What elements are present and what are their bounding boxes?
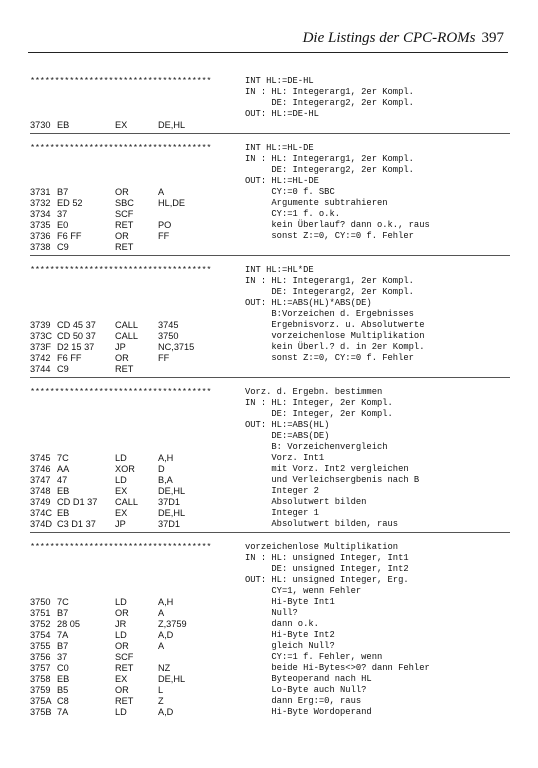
- address-cell: 3744: [30, 364, 51, 374]
- address-cell: 3749: [30, 497, 51, 507]
- mnemonic-cell: RET: [115, 696, 134, 706]
- listing-row: [30, 497, 510, 508]
- comment-cell: vorzeichenlose Multiplikation: [245, 542, 399, 552]
- listing-row: [30, 442, 510, 453]
- comment-cell: kein Überl.? d. in 2er Kompl.: [245, 342, 425, 352]
- listing-row: [30, 87, 510, 98]
- operand-cell: HL,DE: [158, 198, 186, 208]
- mnemonic-cell: JR: [115, 619, 127, 629]
- operand-cell: 37D1: [158, 519, 180, 529]
- comment-cell: gleich Null?: [245, 641, 335, 651]
- comment-cell: Vorz. Int1: [245, 453, 325, 463]
- opcode-bytes-cell: 7C: [57, 453, 69, 463]
- listing-row: [30, 486, 510, 497]
- opcode-bytes-cell: EB: [57, 674, 70, 684]
- comment-cell: DE: Integer, 2er Kompl.: [245, 409, 393, 419]
- comment-cell: OUT: HL:=ABS(HL)*ABS(DE): [245, 298, 372, 308]
- mnemonic-cell: EX: [115, 508, 128, 518]
- mnemonic-cell: XOR: [115, 464, 135, 474]
- opcode-bytes-cell: CD D1 37: [57, 497, 98, 507]
- address-cell: 3732: [30, 198, 51, 208]
- opcode-bytes-cell: AA: [57, 464, 70, 474]
- comment-cell: CY=1, wenn Fehler: [245, 586, 362, 596]
- opcode-bytes-cell: C0: [57, 663, 69, 673]
- separator-stars: *************************************: [30, 387, 212, 397]
- operand-cell: Z,3759: [158, 619, 187, 629]
- listing-row: [30, 220, 510, 231]
- address-cell: 373F: [30, 342, 51, 352]
- comment-cell: Lo-Byte auch Null?: [245, 685, 367, 695]
- mnemonic-cell: SCF: [115, 652, 134, 662]
- listing-block: [30, 76, 510, 134]
- opcode-bytes-cell: B5: [57, 685, 69, 695]
- address-cell: 3754: [30, 630, 51, 640]
- operand-cell: A,H: [158, 597, 174, 607]
- page-header: [303, 30, 504, 47]
- listing-row: [30, 453, 510, 464]
- comment-cell: kein Überlauf? dann o.k., raus: [245, 220, 430, 230]
- opcode-bytes-cell: F6 FF: [57, 231, 82, 241]
- operand-cell: A: [158, 187, 165, 197]
- comment-cell: OUT: HL:=DE-HL: [245, 109, 319, 119]
- mnemonic-cell: EX: [115, 674, 128, 684]
- listing-row: [30, 298, 510, 309]
- listing-row: [30, 398, 510, 409]
- comment-cell: DE: Integerarg2, 2er Kompl.: [245, 98, 414, 108]
- listing-row: [30, 165, 510, 176]
- address-cell: 3747: [30, 475, 51, 485]
- separator-stars: *************************************: [30, 265, 212, 275]
- listing-row: [30, 586, 510, 597]
- mnemonic-cell: EX: [115, 486, 128, 496]
- address-cell: 3734: [30, 209, 51, 219]
- opcode-bytes-cell: C8: [57, 696, 69, 706]
- comment-cell: INT HL:=DE-HL: [245, 76, 314, 86]
- separator-stars: *************************************: [30, 542, 212, 552]
- address-cell: 3742: [30, 353, 51, 363]
- comment-cell: Integer 2: [245, 486, 319, 496]
- listing-block: [30, 542, 510, 720]
- mnemonic-cell: CALL: [115, 497, 138, 507]
- address-cell: 3735: [30, 220, 51, 230]
- opcode-bytes-cell: CD 50 37: [57, 331, 96, 341]
- mnemonic-cell: EX: [115, 120, 128, 130]
- operand-cell: FF: [158, 231, 170, 241]
- mnemonic-cell: RET: [115, 663, 134, 673]
- address-cell: 3738: [30, 242, 51, 252]
- comment-cell: Hi-Byte Wordoperand: [245, 707, 372, 717]
- listing-row: [30, 564, 510, 575]
- comment-cell: sonst Z:=0, CY:=0 f. Fehler: [245, 353, 414, 363]
- opcode-bytes-cell: EB: [57, 508, 70, 518]
- operand-cell: NZ: [158, 663, 171, 673]
- comment-cell: IN : HL: Integerarg1, 2er Kompl.: [245, 276, 414, 286]
- address-cell: 3745: [30, 453, 51, 463]
- comment-cell: beide Hi-Bytes<>0? dann Fehler: [245, 663, 430, 673]
- comment-cell: INT HL:=HL-DE: [245, 143, 314, 153]
- mnemonic-cell: LD: [115, 707, 127, 717]
- address-cell: 3756: [30, 652, 51, 662]
- mnemonic-cell: LD: [115, 453, 127, 463]
- listing-row: [30, 619, 510, 630]
- mnemonic-cell: OR: [115, 608, 129, 618]
- listing-row: [30, 608, 510, 619]
- address-cell: 3750: [30, 597, 51, 607]
- comment-cell: dann o.k.: [245, 619, 319, 629]
- listing-row: [30, 287, 510, 298]
- mnemonic-cell: SCF: [115, 209, 134, 219]
- listing-row: [30, 198, 510, 209]
- listing-row: [30, 387, 510, 398]
- operand-cell: 37D1: [158, 497, 180, 507]
- address-cell: 3751: [30, 608, 51, 618]
- opcode-bytes-cell: 47: [57, 475, 68, 485]
- operand-cell: FF: [158, 353, 170, 363]
- comment-cell: DE:=ABS(DE): [245, 431, 330, 441]
- header-rule: [28, 52, 508, 53]
- comment-cell: vorzeichenlose Multiplikation: [245, 331, 425, 341]
- listing-row: [30, 475, 510, 486]
- mnemonic-cell: LD: [115, 597, 127, 607]
- listing-row: [30, 154, 510, 165]
- listing-row: [30, 519, 510, 530]
- comment-cell: sonst Z:=0, CY:=0 f. Fehler: [245, 231, 414, 241]
- mnemonic-cell: JP: [115, 519, 126, 529]
- listing-row: [30, 409, 510, 420]
- listing-row: [30, 597, 510, 608]
- address-cell: 375A: [30, 696, 52, 706]
- page-header-title: Die Listings der CPC-ROMs: [302, 30, 476, 46]
- listing-row: [30, 464, 510, 475]
- comment-cell: IN : HL: unsigned Integer, Int1: [245, 553, 409, 563]
- listing-block: [30, 143, 510, 256]
- address-cell: 374D: [30, 519, 52, 529]
- comment-cell: und Verleichsergbenis nach B: [245, 475, 420, 485]
- listing-row: [30, 630, 510, 641]
- mnemonic-cell: CALL: [115, 331, 138, 341]
- mnemonic-cell: LD: [115, 475, 127, 485]
- listing-row: [30, 76, 510, 87]
- listing-row: [30, 98, 510, 109]
- comment-cell: OUT: HL:=ABS(HL): [245, 420, 330, 430]
- comment-cell: Absolutwert bilden: [245, 497, 367, 507]
- comment-cell: CY:=1 f. Fehler, wenn: [245, 652, 383, 662]
- mnemonic-cell: JP: [115, 342, 126, 352]
- address-cell: 3758: [30, 674, 51, 684]
- address-cell: 375B: [30, 707, 52, 717]
- address-cell: 3759: [30, 685, 51, 695]
- opcode-bytes-cell: 37: [57, 652, 68, 662]
- comment-cell: DE: Integerarg2, 2er Kompl.: [245, 287, 414, 297]
- opcode-bytes-cell: B7: [57, 608, 69, 618]
- opcode-bytes-cell: EB: [57, 486, 70, 496]
- comment-cell: IN : HL: Integer, 2er Kompl.: [245, 398, 393, 408]
- comment-cell: Hi-Byte Int1: [245, 597, 335, 607]
- comment-cell: IN : HL: Integerarg1, 2er Kompl.: [245, 154, 414, 164]
- comment-cell: B:Vorzeichen d. Ergebnisses: [245, 309, 414, 319]
- operand-cell: PO: [158, 220, 172, 230]
- comment-cell: INT HL:=HL*DE: [245, 265, 314, 275]
- address-cell: 3736: [30, 231, 51, 241]
- listing-row: [30, 641, 510, 652]
- operand-cell: DE,HL: [158, 674, 186, 684]
- listing-row: [30, 652, 510, 663]
- listing-row: [30, 508, 510, 519]
- opcode-bytes-cell: F6 FF: [57, 353, 82, 363]
- mnemonic-cell: CALL: [115, 320, 138, 330]
- page-number: 397: [481, 30, 504, 46]
- comment-cell: DE: unsigned Integer, Int2: [245, 564, 409, 574]
- address-cell: 3757: [30, 663, 51, 673]
- opcode-bytes-cell: C9: [57, 242, 69, 252]
- operand-cell: Z: [158, 696, 164, 706]
- comment-cell: OUT: HL: unsigned Integer, Erg.: [245, 575, 409, 585]
- listing-row: [30, 143, 510, 154]
- operand-cell: DE,HL: [158, 120, 186, 130]
- opcode-bytes-cell: 7A: [57, 630, 69, 640]
- mnemonic-cell: RET: [115, 364, 134, 374]
- opcode-bytes-cell: EB: [57, 120, 70, 130]
- listing-row: [30, 109, 510, 120]
- comment-cell: Byteoperand nach HL: [245, 674, 372, 684]
- listing-row: [30, 353, 510, 364]
- listing-row: [30, 342, 510, 353]
- operand-cell: A: [158, 608, 165, 618]
- mnemonic-cell: OR: [115, 685, 129, 695]
- comment-cell: Ergebnisvorz. u. Absolutwerte: [245, 320, 425, 330]
- listing-row: [30, 320, 510, 331]
- listing-row: [30, 685, 510, 696]
- listing-row: [30, 187, 510, 198]
- mnemonic-cell: RET: [115, 220, 134, 230]
- listing-row: [30, 309, 510, 320]
- opcode-bytes-cell: B7: [57, 187, 69, 197]
- listing-row: [30, 364, 510, 375]
- separator-stars: *************************************: [30, 143, 212, 153]
- address-cell: 3755: [30, 641, 51, 651]
- mnemonic-cell: OR: [115, 187, 129, 197]
- opcode-bytes-cell: E0: [57, 220, 69, 230]
- address-cell: 3731: [30, 187, 51, 197]
- opcode-bytes-cell: C3 D1 37: [57, 519, 96, 529]
- mnemonic-cell: OR: [115, 353, 129, 363]
- operand-cell: 3750: [158, 331, 179, 341]
- listing-row: [30, 209, 510, 220]
- listing-row: [30, 553, 510, 564]
- operand-cell: DE,HL: [158, 508, 186, 518]
- listing-row: [30, 431, 510, 442]
- listing-row: [30, 696, 510, 707]
- comment-cell: OUT: HL:=HL-DE: [245, 176, 319, 186]
- operand-cell: B,A: [158, 475, 173, 485]
- address-cell: 3730: [30, 120, 51, 130]
- address-cell: 3748: [30, 486, 51, 496]
- comment-cell: mit Vorz. Int2 vergleichen: [245, 464, 409, 474]
- operand-cell: 3745: [158, 320, 179, 330]
- listing-row: [30, 575, 510, 586]
- operand-cell: D: [158, 464, 165, 474]
- opcode-bytes-cell: 7A: [57, 707, 69, 717]
- opcode-bytes-cell: 7C: [57, 597, 69, 607]
- comment-cell: Hi-Byte Int2: [245, 630, 335, 640]
- listing-row: [30, 231, 510, 242]
- opcode-bytes-cell: 28 05: [57, 619, 80, 629]
- operand-cell: DE,HL: [158, 486, 186, 496]
- listing-block: [30, 387, 510, 533]
- listing-row: [30, 707, 510, 718]
- listing-row: [30, 176, 510, 187]
- listing-row: [30, 420, 510, 431]
- listing-row: [30, 242, 510, 253]
- operand-cell: L: [158, 685, 164, 695]
- opcode-bytes-cell: D2 15 37: [57, 342, 95, 352]
- opcode-bytes-cell: B7: [57, 641, 69, 651]
- mnemonic-cell: RET: [115, 242, 134, 252]
- separator-stars: *************************************: [30, 76, 212, 86]
- assembly-listing: [30, 76, 510, 729]
- operand-cell: A,H: [158, 453, 174, 463]
- comment-cell: Vorz. d. Ergebn. bestimmen: [245, 387, 383, 397]
- listing-row: [30, 276, 510, 287]
- address-cell: 374C: [30, 508, 52, 518]
- operand-cell: NC,3715: [158, 342, 195, 352]
- listing-row: [30, 663, 510, 674]
- listing-row: [30, 674, 510, 685]
- operand-cell: A,D: [158, 630, 174, 640]
- mnemonic-cell: OR: [115, 231, 129, 241]
- comment-cell: dann Erg:=0, raus: [245, 696, 362, 706]
- address-cell: 3739: [30, 320, 51, 330]
- comment-cell: B: Vorzeichenvergleich: [245, 442, 388, 452]
- mnemonic-cell: OR: [115, 641, 129, 651]
- address-cell: 3746: [30, 464, 51, 474]
- opcode-bytes-cell: C9: [57, 364, 69, 374]
- operand-cell: A,D: [158, 707, 174, 717]
- address-cell: 373C: [30, 331, 52, 341]
- opcode-bytes-cell: CD 45 37: [57, 320, 96, 330]
- listing-row: [30, 331, 510, 342]
- comment-cell: Argumente subtrahieren: [245, 198, 388, 208]
- operand-cell: A: [158, 641, 165, 651]
- comment-cell: IN : HL: Integerarg1, 2er Kompl.: [245, 87, 414, 97]
- comment-cell: Null?: [245, 608, 298, 618]
- listing-row: [30, 542, 510, 553]
- comment-cell: DE: Integerarg2, 2er Kompl.: [245, 165, 414, 175]
- mnemonic-cell: SBC: [115, 198, 134, 208]
- address-cell: 3752: [30, 619, 51, 629]
- comment-cell: Integer 1: [245, 508, 319, 518]
- mnemonic-cell: LD: [115, 630, 127, 640]
- listing-block: [30, 265, 510, 378]
- comment-cell: Absolutwert bilden, raus: [245, 519, 399, 529]
- listing-row: [30, 265, 510, 276]
- opcode-bytes-cell: ED 52: [57, 198, 83, 208]
- comment-cell: CY:=1 f. o.k.: [245, 209, 341, 219]
- comment-cell: CY:=0 f. SBC: [245, 187, 335, 197]
- opcode-bytes-cell: 37: [57, 209, 68, 219]
- listing-row: [30, 120, 510, 131]
